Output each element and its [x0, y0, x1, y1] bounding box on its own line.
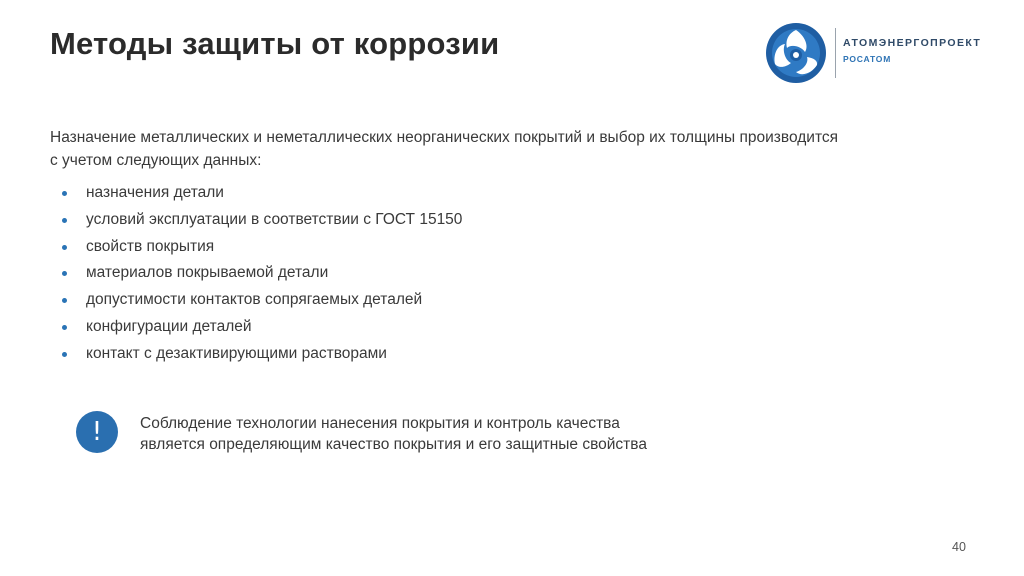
list-item — [58, 180, 462, 207]
page-title: Методы защиты от коррозии — [50, 26, 500, 61]
list-item-text: назначения детали — [86, 184, 224, 201]
page-number: 40 — [952, 540, 966, 554]
note-line-1: Соблюдение технологии нанесения покрытия и контроль качества — [140, 415, 620, 432]
intro-paragraph — [50, 126, 950, 172]
bullet-dot — [62, 298, 67, 303]
list-item — [58, 234, 462, 261]
logo-company-name: АТОМЭНЕРГОПРОЕКТ — [843, 37, 982, 49]
note-callout — [140, 413, 780, 455]
bullet-dot — [62, 271, 67, 276]
exclamation-icon: ! — [76, 411, 118, 453]
criteria-list — [58, 180, 462, 368]
rosatom-logo-icon — [765, 22, 827, 84]
logo-parent-name: РОСАТОМ — [843, 54, 892, 64]
list-item-text: допустимости контактов сопрягаемых деталей — [86, 291, 423, 309]
bullet-dot — [62, 245, 67, 250]
company-logo — [765, 22, 985, 84]
list-item-text: свойств покрытия — [86, 237, 215, 255]
list-item-text: конфигурации деталей — [86, 317, 252, 335]
intro-line-2: с учетом следующих данных: — [50, 152, 262, 169]
bullet-dot — [62, 191, 67, 196]
list-item — [58, 341, 462, 368]
list-item — [58, 207, 462, 234]
list-item — [58, 314, 462, 341]
intro-line-1: Назначение металлических и неметаллических неорганических покрытий и выбор их толщины производится — [50, 129, 839, 146]
bullet-dot — [62, 325, 67, 330]
list-item — [58, 287, 462, 314]
list-item-text: материалов покрываемой детали — [86, 264, 329, 282]
bullet-dot — [62, 218, 67, 223]
logo-divider — [835, 28, 836, 78]
list-item-text: условий эксплуатации в соответствии с ГОСТ 15150 — [86, 210, 463, 228]
note-line-2: является определяющим качество покрытия и его защитные свойства — [140, 436, 647, 453]
list-item-text: контакт с дезактивирующими растворами — [86, 344, 387, 362]
bullet-dot — [62, 352, 67, 357]
list-item — [58, 260, 462, 287]
